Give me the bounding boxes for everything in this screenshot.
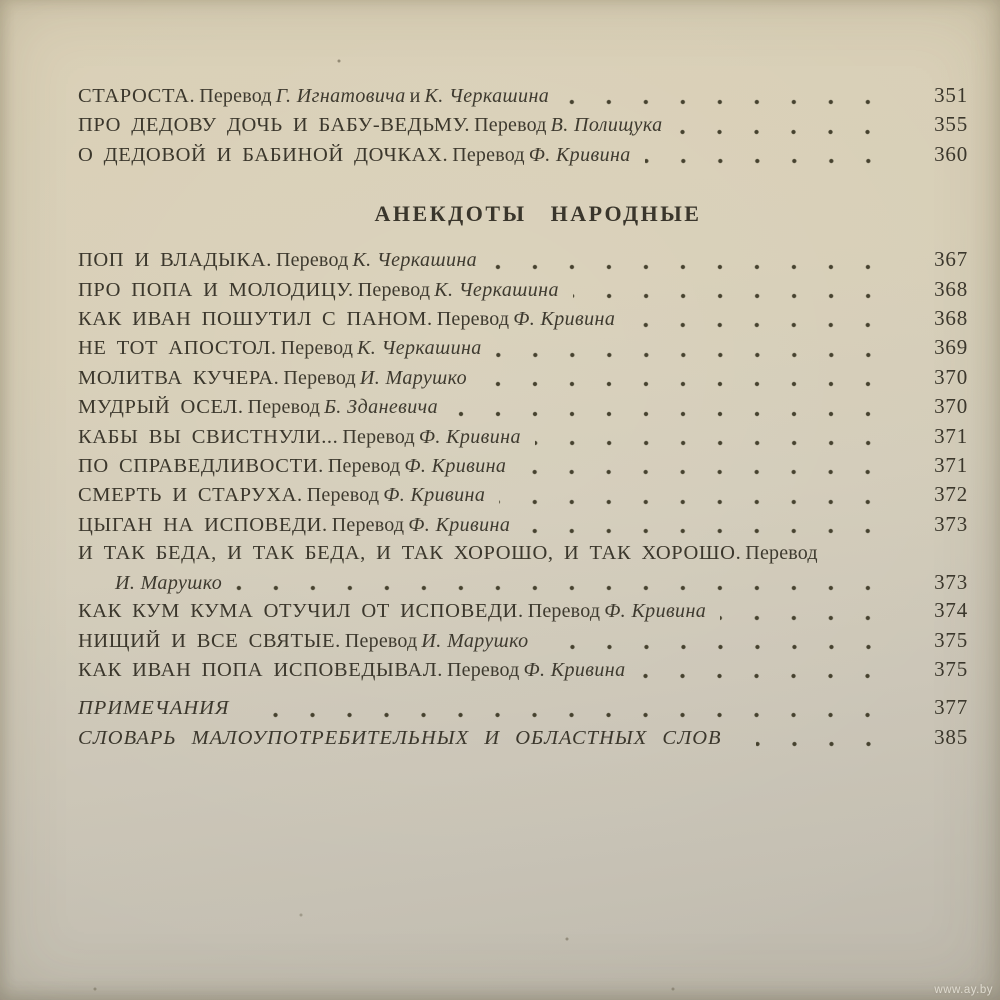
- entry-text: [78, 365, 467, 393]
- entry-title: СТАРОСТА.: [78, 85, 196, 107]
- entry-page-number: 373: [934, 511, 968, 536]
- entry-text: [78, 695, 229, 723]
- entry-text: [78, 453, 506, 481]
- toc-entry: [78, 364, 968, 393]
- entry-text: [78, 424, 521, 452]
- entry-text: [78, 335, 482, 363]
- translator-label: Перевод: [283, 366, 356, 389]
- entry-title: КАК КУМ КУМА ОТУЧИЛ ОТ ИСПОВЕДИ.: [78, 600, 524, 623]
- toc-top-section: [78, 82, 968, 170]
- entry-title: МУДРЫЙ ОСЕЛ.: [78, 396, 244, 419]
- toc-entry-runover: [78, 569, 968, 597]
- translator-name: Ф. Кривина: [604, 600, 707, 623]
- dot-leader: [236, 585, 902, 591]
- entry-text: [78, 657, 625, 685]
- translator-label: Перевод: [306, 484, 380, 507]
- translator-name: Ф. Кривина: [513, 308, 616, 331]
- toc-entry: [78, 452, 968, 481]
- translator-label: и: [409, 85, 421, 107]
- toc-entry: [78, 393, 968, 422]
- translator-name: Ф. Кривина: [418, 425, 521, 448]
- toc-entry: [78, 627, 968, 656]
- entry-page-number: 373: [934, 569, 968, 594]
- toc-entry: [78, 305, 968, 334]
- translator-name: К. Черкашина: [357, 337, 482, 360]
- entry-page-number: 370: [934, 364, 968, 389]
- entry-text: [78, 725, 722, 753]
- entry-page-number: 370: [934, 394, 968, 419]
- section-heading: АНЕКДОТЫ НАРОДНЫЕ: [374, 201, 702, 227]
- dot-leader: [563, 99, 902, 105]
- entry-page-number: 385: [934, 724, 968, 749]
- entry-title: ПРО ДЕДОВУ ДОЧЬ И БАБУ-ВЕДЬМУ.: [78, 114, 471, 137]
- translator-name: К. Черкашина: [424, 85, 550, 107]
- translator-label: Перевод: [199, 85, 272, 107]
- entry-page-number: 371: [934, 423, 968, 448]
- toc-entry: [78, 656, 968, 685]
- entry-page-number: 368: [934, 306, 968, 331]
- translator-label: Перевод: [436, 308, 510, 331]
- toc-entry: [78, 511, 968, 540]
- entry-text: [78, 512, 510, 540]
- entry-page-number: 351: [934, 83, 968, 107]
- translator-label: Перевод: [327, 455, 401, 478]
- translator-label: Перевод: [452, 143, 525, 166]
- translator-label: Перевод: [247, 396, 321, 419]
- translator-label: Перевод: [745, 542, 818, 565]
- entry-page-number: 371: [934, 453, 968, 478]
- translator-label: Перевод: [357, 278, 431, 301]
- entry-title: НЕ ТОТ АПОСТОЛ.: [78, 337, 277, 360]
- entry-title: СЛОВАРЬ МАЛОУПОТРЕБИТЕЛЬНЫХ И ОБЛАСТНЫХ СЛОВ: [78, 726, 722, 749]
- translator-name: Ф. Кривина: [383, 484, 486, 507]
- dot-leader: [639, 673, 902, 679]
- dot-leader: [524, 528, 902, 534]
- toc-back-matter-section: [78, 694, 968, 753]
- translator-name: И. Марушко: [421, 629, 529, 652]
- translator-label: Перевод: [275, 249, 349, 272]
- toc-entry: [78, 82, 968, 111]
- dot-leader: [499, 499, 902, 505]
- toc-entry: [78, 694, 968, 723]
- dot-leader: [491, 264, 902, 270]
- toc-anekdoty-section: [78, 246, 968, 685]
- translator-name: Ф. Кривина: [523, 658, 626, 681]
- toc-entry: [78, 334, 968, 363]
- translator-name: Б. Зданевича: [324, 396, 438, 419]
- entry-title: ЦЫГАН НА ИСПОВЕДИ.: [78, 513, 328, 536]
- dot-leader: [645, 158, 902, 164]
- dot-leader: [535, 440, 902, 446]
- toc-entry: [78, 246, 968, 275]
- translator-label: Перевод: [527, 600, 601, 623]
- translator-name: Ф. Кривина: [408, 513, 511, 536]
- entry-title: МОЛИТВА КУЧЕРА.: [78, 366, 280, 389]
- entry-title: ПО СПРАВЕДЛИВОСТИ.: [78, 455, 324, 478]
- entry-text: [78, 247, 477, 275]
- translator-name: Ф. Кривина: [528, 143, 631, 166]
- entry-text: [78, 142, 631, 170]
- entry-title: И ТАК БЕДА, И ТАК БЕДА, И ТАК ХОРОШО, И ТАК ХОРОШО.: [78, 542, 742, 565]
- entry-text: [78, 540, 818, 568]
- entry-text: [78, 628, 529, 656]
- translator-label: Перевод: [344, 629, 418, 652]
- dot-leader: [756, 741, 902, 747]
- translator-label: Перевод: [447, 658, 520, 681]
- entry-page-number: 360: [934, 141, 968, 166]
- toc-entry: [78, 423, 968, 452]
- toc-entry: [78, 481, 968, 510]
- translator-name: Г. Игнатовича: [275, 85, 406, 107]
- dot-leader: [573, 293, 902, 299]
- translator-name: Ф. Кривина: [404, 455, 507, 478]
- dot-leader: [481, 381, 902, 387]
- watermark: www.ay.by: [934, 984, 993, 996]
- entry-page-number: 377: [934, 695, 968, 720]
- entry-text: [78, 277, 559, 305]
- translator-name: И. Марушко: [115, 571, 223, 594]
- translator-name: И. Марушко: [359, 366, 468, 389]
- entry-page-number: 375: [934, 627, 968, 652]
- entry-text: [78, 482, 485, 510]
- translator-name: К. Черкашина: [352, 249, 478, 272]
- entry-page-number: 367: [934, 247, 968, 272]
- toc-entry: [78, 141, 968, 170]
- translator-label: Перевод: [342, 425, 415, 448]
- translator-name: В. Полищука: [550, 114, 663, 137]
- dot-leader: [452, 411, 902, 417]
- toc-entry: [78, 597, 968, 626]
- dot-leader: [720, 615, 902, 621]
- entry-title: О ДЕДОВОЙ И БАБИНОЙ ДОЧКАХ.: [78, 143, 449, 166]
- dot-leader: [496, 352, 902, 358]
- translator-label: Перевод: [331, 513, 405, 536]
- entry-title: КАК ИВАН ПОПА ИСПОВЕДЫВАЛ.: [78, 658, 443, 681]
- entry-page-number: 372: [934, 482, 968, 507]
- entry-title: ПРО ПОПА И МОЛОДИЦУ.: [78, 278, 354, 301]
- entry-text: [78, 83, 549, 111]
- toc-entry: [78, 111, 968, 140]
- dot-leader: [676, 129, 902, 135]
- dot-leader: [543, 644, 902, 650]
- entry-title: СМЕРТЬ И СТАРУХА.: [78, 484, 303, 507]
- translator-label: Перевод: [280, 337, 354, 360]
- entry-title: НИЩИЙ И ВСЕ СВЯТЫЕ.: [78, 629, 341, 652]
- entry-text: [78, 598, 706, 626]
- dot-leader: [520, 469, 902, 475]
- entry-title: ПРИМЕЧАНИЯ: [78, 697, 230, 720]
- dot-leader: [263, 712, 902, 718]
- translator-name: К. Черкашина: [434, 278, 559, 301]
- entry-title: ПОП И ВЛАДЫКА.: [78, 249, 272, 272]
- toc-entry: [78, 724, 968, 753]
- dot-leader: [629, 322, 902, 328]
- entry-page-number: 375: [934, 656, 968, 681]
- translator-label: Перевод: [474, 114, 547, 137]
- entry-text: [78, 394, 438, 422]
- entry-page-number: 368: [934, 276, 968, 301]
- entry-title: КАК ИВАН ПОШУТИЛ С ПАНОМ.: [78, 308, 433, 331]
- toc-entry: [78, 276, 968, 305]
- entry-text: [78, 306, 615, 334]
- entry-page-number: 355: [934, 112, 968, 137]
- entry-title: КАБЫ ВЫ СВИСТНУЛИ...: [78, 425, 339, 448]
- entry-page-number: 369: [934, 335, 968, 360]
- entry-page-number: 374: [934, 598, 968, 623]
- entry-text: [78, 112, 662, 140]
- toc-entry: [78, 540, 968, 568]
